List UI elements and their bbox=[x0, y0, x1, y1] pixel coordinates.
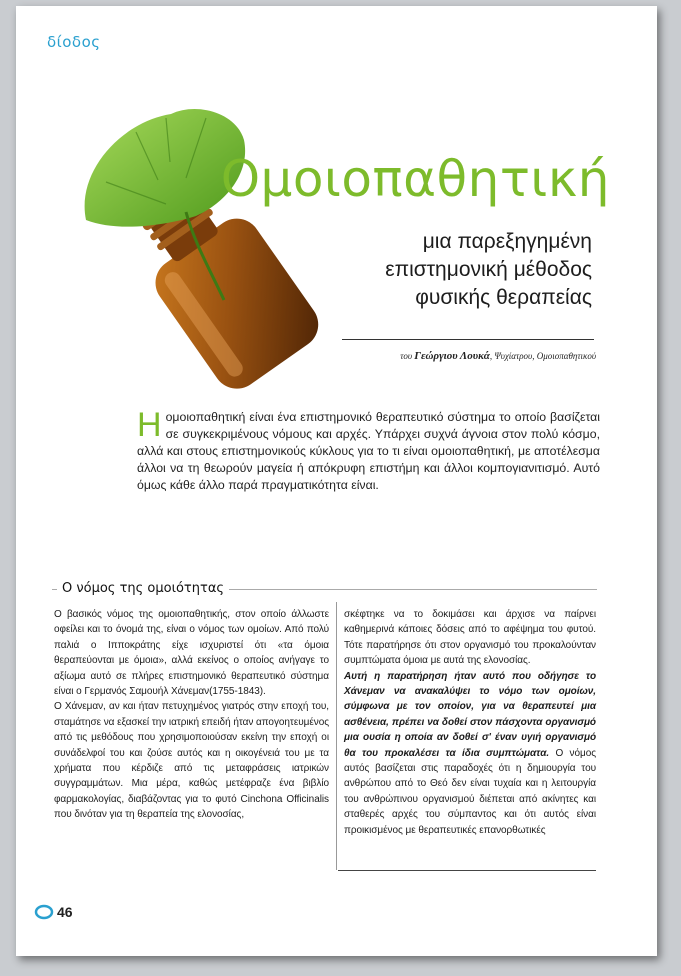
section-heading: Ο νόμος της ομοιότητας bbox=[57, 581, 229, 596]
lede-text: ομοιοπαθητική είναι ένα επιστημονικό θεραπευτικό σύστημα το οποίο βασίζεται σε συγκεκριμένους νόμους και αρχές. Υπάρχει συχνά άγνοια στον πολύ κόσμο, αλλά και στους επιστημονικούς κύκλους για το τι είναι ομοιοπαθητική, με αποτέλεσμα άλλοι να τη θεωρούν μαγεία ή απόκρυφη επιστήμη και άλλοι κομπογιανιτισμό. Αυτό όμως κάθε άλλο παρά πραγματικότητα είναι. bbox=[137, 410, 600, 492]
body-paragraph bbox=[344, 669, 596, 838]
byline-prefix: του bbox=[400, 351, 413, 361]
article-subtitle bbox=[316, 228, 592, 312]
body-paragraph: Ο Χάνεμαν, αν και ήταν πετυχημένος γιατρός στην εποχή του, σταμάτησε να εξασκεί την ιατρική επειδή ήταν απογοητευμένος από τις μεθόδους που χρησιμοποιούσαν εκείνη την εποχή οι συνάδελφοί του και ζούσε αυτός και η οικογένειά του με τα χρήματα που κέρδιζε από τις μεταφράσεις ιατρικών συγγραμμάτων. Μια μέρα, καθώς μετέφραζε ένα βιβλίο φαρμακολογίας, διαβάζοντας για το φυτό Cinchona Officinalis που δινόταν για τη θεραπεία της ελονοσίας, bbox=[54, 701, 329, 821]
magazine-page bbox=[16, 6, 657, 956]
footer-rule bbox=[338, 870, 596, 871]
body-text: Ο νόμος αυτός βασίζεται στις παραδοχές ότι η δημιουργία του ανθρώπου από το Θεό δεν είναι τυχαία και η λειτουργία του ανθρώπινου οργανισμού διέπεται από ακίνητες και σταθερές αρχές του σύμπαντος και ότι αυτός είναι προικισμένος με θεραπευτικές επανορθωτικές bbox=[344, 747, 596, 836]
ginkgo-bottle-image bbox=[46, 92, 346, 392]
lede-paragraph bbox=[137, 406, 600, 494]
page-marker-icon bbox=[34, 904, 54, 920]
body-paragraph: σκέφτηκε να το δοκιμάσει και άρχισε να παίρνει καθημερινά κάποιες δόσεις από το αφέψημα του φυτού. Τότε παρατήρησε ότι στον οργανισμό του προκαλούνταν συμπτώματα όμοια με αυτά της ελονοσίας. bbox=[344, 609, 596, 667]
body-column-left bbox=[54, 607, 329, 823]
page-number: 46 bbox=[57, 904, 73, 920]
subtitle-line: φυσικής θεραπείας bbox=[415, 286, 592, 309]
author-role: Ψυχίατρου, Ομοιοπαθητικού bbox=[494, 351, 596, 361]
body-column-right bbox=[344, 607, 596, 838]
body-paragraph: Ο βασικός νόμος της ομοιοπαθητικής, στον οποίο άλλωστε οφείλει και το όνομά της, είναι ο νόμος των ομοίων. Από πολύ παλιά ο Ιπποκράτης είχε ισχυριστεί ότι «τα όμοια θεραπεύονται με όμοια», αλλά εκείνος ο οποίος ανήγαγε το αξίωμα αυτό σε πλήρες επιστημονικό θεραπευτικό σύστημα είναι ο Γερμανός Σαμουήλ Χάνεμαν(1755-1843). bbox=[54, 609, 329, 698]
column-divider bbox=[336, 602, 337, 870]
subtitle-line: επιστημονική μέθοδος bbox=[385, 258, 592, 281]
drop-cap: Η bbox=[137, 406, 162, 444]
emphasis-text: Αυτή η παρατήρηση ήταν αυτό που οδήγησε το Χάνεμαν να ανακαλύψει το νόμο των ομοίων, σύμφωνα με τον οποίον, για να θεραπευτεί μια ασθένεια, πρέπει να δοθεί στον πάσχοντα οργανισμό μια ουσία η οποία αν δοθεί σ' έναν υγιή οργανισμό θα του προκαλέσει τα ίδια συμπτώματα. bbox=[344, 670, 596, 759]
article-title: Ομοιοπαθητική bbox=[220, 150, 610, 208]
section-tag: δίοδος bbox=[47, 33, 101, 51]
author-name: Γεώργιου Λουκά bbox=[414, 350, 490, 362]
subtitle-line: μια παρεξηγημένη bbox=[422, 230, 592, 253]
byline-rule bbox=[342, 339, 594, 340]
byline: του Γεώργιου Λουκά, Ψυχίατρου, Ομοιοπαθητικού bbox=[400, 350, 596, 362]
